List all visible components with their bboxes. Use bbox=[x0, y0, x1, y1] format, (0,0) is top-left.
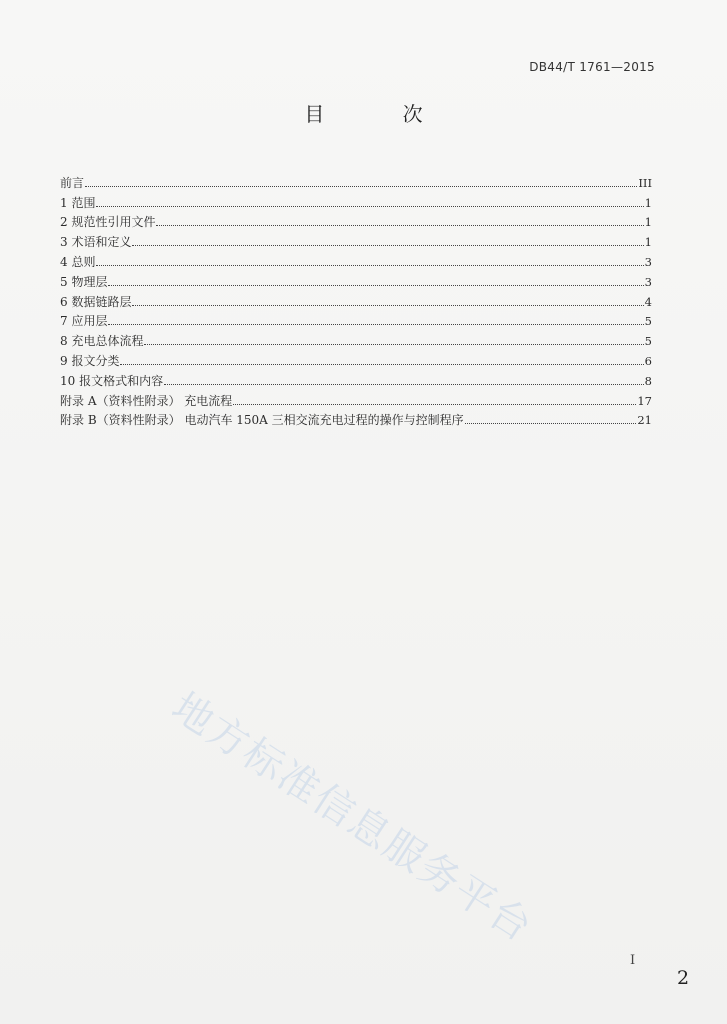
toc-entry-physical-layer[interactable] bbox=[60, 269, 652, 289]
toc-entry-page: 1 bbox=[644, 195, 652, 210]
toc-entry-data-link-layer[interactable] bbox=[60, 289, 652, 309]
table-of-contents bbox=[60, 170, 652, 427]
toc-leader-dots bbox=[132, 304, 643, 306]
toc-entry-page: 8 bbox=[644, 373, 652, 388]
toc-entry-message-format[interactable] bbox=[60, 368, 652, 388]
page-number: I bbox=[630, 953, 636, 968]
toc-entry-label: 附录 A（资料性附录） 充电流程 bbox=[60, 393, 233, 408]
toc-entry-label: 2 规范性引用文件 bbox=[60, 215, 156, 230]
toc-entry-label: 前言 bbox=[60, 175, 85, 190]
page-title: 目 次 bbox=[304, 102, 459, 126]
toc-entry-page: 21 bbox=[637, 413, 652, 428]
toc-entry-label: 4 总则 bbox=[60, 254, 96, 269]
toc-entry-label: 1 范围 bbox=[60, 195, 96, 210]
toc-leader-dots bbox=[132, 244, 643, 246]
toc-entry-general[interactable] bbox=[60, 249, 652, 269]
toc-entry-page: 1 bbox=[644, 215, 652, 230]
toc-entry-label: 8 充电总体流程 bbox=[60, 334, 144, 349]
toc-entry-charging-process[interactable] bbox=[60, 328, 652, 348]
toc-leader-dots bbox=[108, 284, 643, 286]
toc-entry-label: 5 物理层 bbox=[60, 274, 108, 289]
toc-entry-page: 4 bbox=[644, 294, 652, 309]
toc-entry-normative-references[interactable] bbox=[60, 210, 652, 230]
toc-entry-appendix-b[interactable] bbox=[60, 408, 652, 428]
toc-entry-page: 5 bbox=[644, 314, 652, 329]
toc-entry-page: 1 bbox=[644, 235, 652, 250]
toc-entry-page: 3 bbox=[644, 274, 652, 289]
toc-entry-application-layer[interactable] bbox=[60, 309, 652, 329]
toc-entry-page: 5 bbox=[644, 334, 652, 349]
toc-leader-dots bbox=[144, 343, 643, 345]
toc-entry-scope[interactable] bbox=[60, 190, 652, 210]
toc-leader-dots bbox=[156, 224, 643, 226]
toc-entry-label: 7 应用层 bbox=[60, 314, 108, 329]
toc-entry-label: 6 数据链路层 bbox=[60, 294, 132, 309]
toc-entry-appendix-a[interactable] bbox=[60, 388, 652, 408]
sheet-number: 2 bbox=[677, 967, 690, 989]
toc-entry-foreword[interactable] bbox=[60, 170, 652, 190]
toc-leader-dots bbox=[108, 323, 643, 325]
toc-leader-dots bbox=[96, 264, 643, 266]
toc-entry-page: 17 bbox=[637, 393, 652, 408]
watermark: 地方标准信息服务平台 bbox=[163, 684, 541, 952]
toc-leader-dots bbox=[96, 205, 643, 207]
toc-entry-label: 附录 B（资料性附录） 电动汽车 150A 三相交流充电过程的操作与控制程序 bbox=[60, 413, 464, 428]
toc-leader-dots bbox=[465, 422, 637, 424]
toc-entry-label: 3 术语和定义 bbox=[60, 235, 132, 250]
toc-entry-message-classification[interactable] bbox=[60, 348, 652, 368]
toc-leader-dots bbox=[233, 403, 636, 405]
toc-leader-dots bbox=[164, 383, 644, 385]
standard-code: DB44/T 1761—2015 bbox=[529, 60, 655, 74]
toc-entry-label: 9 报文分类 bbox=[60, 353, 120, 368]
toc-leader-dots bbox=[85, 185, 637, 187]
toc-entry-terms-definitions[interactable] bbox=[60, 229, 652, 249]
toc-entry-page: 6 bbox=[644, 353, 652, 368]
toc-entry-label: 10 报文格式和内容 bbox=[60, 373, 164, 388]
toc-leader-dots bbox=[120, 363, 643, 365]
toc-entry-page: III bbox=[638, 175, 652, 190]
toc-entry-page: 3 bbox=[644, 254, 652, 269]
